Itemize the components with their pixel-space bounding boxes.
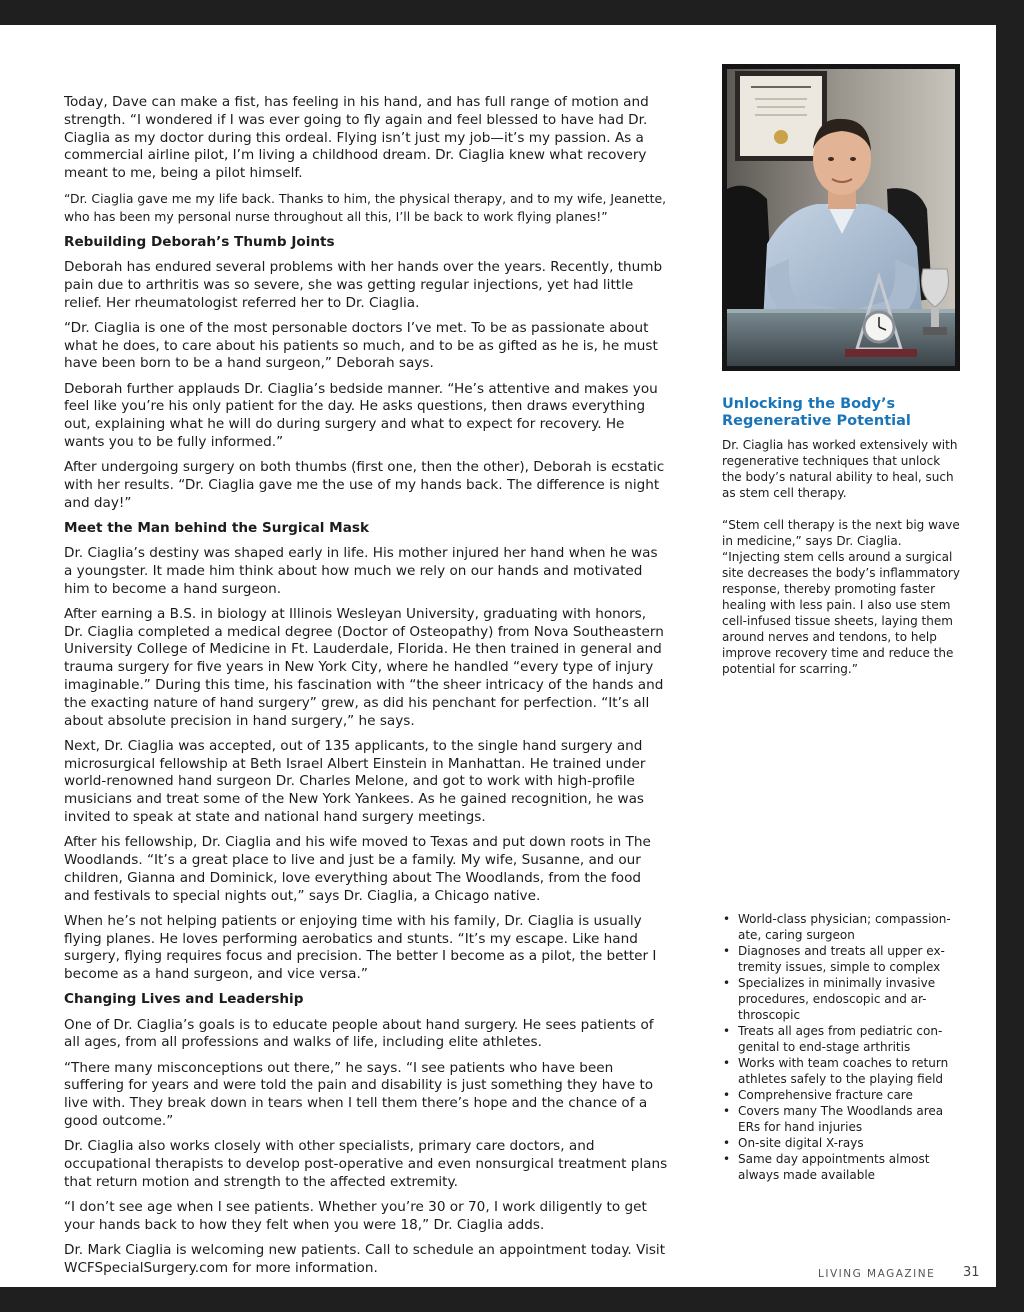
section-heading: Changing Lives and Leadership <box>64 991 304 1008</box>
magazine-name: LIVING MAGAZINE <box>818 1268 936 1280</box>
paragraph: “There many misconceptions out there,” he says. “I see patients who have been suffering for years and were told the pain and disability is just something they have to live with. They break down in tears when I tell them there’s hope and the chance of a good outcome.” <box>64 1059 654 1129</box>
paragraph: Today, Dave can make a fist, has feeling in his hand, and has full range of motion and strength. “I wondered if I was ever going to fly again and feel blessed to have had Dr. Ciaglia as my doctor during this ordeal. Flying isn’t just my job—it’s my passion. As a commercial airline pilot, I’m living a childhood dream. Dr. Ciaglia knew what recovery meant to me, being a pilot himself. <box>64 94 649 182</box>
list-item: • Same day appointments almost always made available <box>722 1151 962 1183</box>
paragraph: When he’s not helping patients or enjoying time with his family, Dr. Ciaglia is usually flying planes. He loves performing aerobatics and stunts. “It’s my escape. Like hand surgery, flying requires focus and precision. The better I become as a pilot, the better I become as a hand surgeon, and vice versa.” <box>64 912 657 983</box>
paragraph: Dr. Ciaglia also works closely with other specialists, primary care doctors, and occupational therapists to develop post-operative and even nonsurgical treatment plans that return motion and strength to the affected extremity. <box>64 1138 668 1190</box>
paragraph: Dr. Ciaglia’s destiny was shaped early in life. His mother injured her hand when he was a youngster. It made him think about how much we rely on our hands and motivated him to become a hand surgeon. <box>64 545 658 597</box>
sidebar-paragraph: “Stem cell therapy is the next big wave in medicine,” says Dr. Ciaglia. “Injecting stem cells around a surgical site decreases the body’s inflammatory response, thereby promoting faster healing with less pain. I also use stem cell-infused tissue sheets, laying them around nerves and tendons, to help improve recovery time and reduce the potential for scarring.” <box>722 518 960 676</box>
section-heading: Meet the Man behind the Surgical Mask <box>64 519 370 536</box>
doctor-photo <box>727 69 955 366</box>
article-body <box>64 94 668 1285</box>
page-number: 31 <box>963 1265 980 1280</box>
paragraph: “I don’t see age when I see patients. Whether you’re 30 or 70, I work diligently to get your hands back to how they felt when you were 18,” Dr. Ciaglia adds. <box>64 1198 647 1233</box>
list-item: • Diagnoses and treats all upper ex-tremity issues, simple to complex <box>722 943 962 975</box>
list-item: • Treats all ages from pediatric con-genital to end-stage arthritis <box>722 1023 962 1055</box>
feature-list <box>722 911 962 1183</box>
list-item: • Covers many The Woodlands area ERs for hand injuries <box>722 1103 962 1135</box>
list-item: • On-site digital X-rays <box>722 1135 962 1151</box>
sidebar-paragraph: Dr. Ciaglia has worked extensively with regenerative techniques that unlock the body’s natural ability to heal, such as stem cell therapy. <box>722 438 958 500</box>
list-item: • Specializes in minimally invasive procedures, endoscopic and ar-throscopic <box>722 975 962 1023</box>
paragraph: Deborah has endured several problems with her hands over the years. Recently, thumb pain due to arthritis was so severe, she was getting regular injections, yet had little relief. Her rheumatologist referred her to Dr. Ciaglia. <box>64 258 663 311</box>
sidebar-title: Unlocking the Body’s Regenerative Potential <box>722 396 911 429</box>
list-item: • World-class physician; compassion-ate, caring surgeon <box>722 911 962 943</box>
list-item: • Works with team coaches to return athletes safely to the playing field <box>722 1055 962 1087</box>
paragraph: “Dr. Ciaglia gave me my life back. Thanks to him, the physical therapy, and to my wife, Jeanette, who has been my personal nurse throughout all this, I’ll be back to work flying planes!” <box>64 191 667 225</box>
paragraph: After undergoing surgery on both thumbs (first one, then the other), Deborah is ecstatic with her results. “Dr. Ciaglia gave me the use of my hands back. The difference is night and day!” <box>64 459 665 511</box>
list-item: • Comprehensive fracture care <box>722 1087 962 1103</box>
section-heading: Rebuilding Deborah’s Thumb Joints <box>64 233 335 250</box>
paragraph: Deborah further applauds Dr. Ciaglia’s bedside manner. “He’s attentive and makes you feel like you’re his only patient for the day. He asks questions, then draws everything out, explaining what he will do during surgery and what to expect for recovery. He wants you to be fully informed.” <box>64 380 658 450</box>
paragraph: Next, Dr. Ciaglia was accepted, out of 135 applicants, to the single hand surgery and microsurgical fellowship at Beth Israel Albert Einstein in Manhattan. He trained under world-renowned hand surgeon Dr. Charles Melone, and got to work with high-profile musicians and treat some of the New York Yankees. As he gained recognition, he was invited to speak at state and national hand surgery meetings. <box>64 737 646 825</box>
paragraph: After his fellowship, Dr. Ciaglia and his wife moved to Texas and put down roots in The Woodlands. “It’s a great place to live and just be a family. My wife, Susanne, and our children, Gianna and Dominick, love everything about The Woodlands, from the food and festivals to special nights out,” says Dr. Ciaglia, a Chicago native. <box>64 834 651 904</box>
paragraph: “Dr. Ciaglia is one of the most personable doctors I’ve met. To be as passionate about what he does, to care about his patients so much, and to be as gifted as he is, he must have been born to be a hand surgeon,” Deborah says. <box>64 319 658 372</box>
paragraph: After earning a B.S. in biology at Illinois Wesleyan University, graduating with honors, Dr. Ciaglia completed a medical degree (Doctor of Osteopathy) from Nova Southeastern University College of Medicine in Ft. Lauderdale, Florida. He then trained in general and trauma surgery for five years in New York City, where he handled “every type of injury imaginable.” During this time, his fascination with “the sheer intricacy of the hands and the exacting nature of hand surgery” grew, as did his penchant for perfection. “It’s all about absolute precision in hand surgery,” he says. <box>64 605 664 729</box>
doctor-photo-frame <box>722 64 960 371</box>
paragraph: Dr. Mark Ciaglia is welcoming new patients. Call to schedule an appointment today. Visit WCFSpecialSurgery.com for more information. <box>64 1241 666 1276</box>
paragraph: One of Dr. Ciaglia’s goals is to educate people about hand surgery. He sees patients of all ages, from all professions and walks of life, including elite athletes. <box>64 1016 654 1051</box>
magazine-page <box>0 25 996 1287</box>
sidebar-box <box>722 396 962 693</box>
